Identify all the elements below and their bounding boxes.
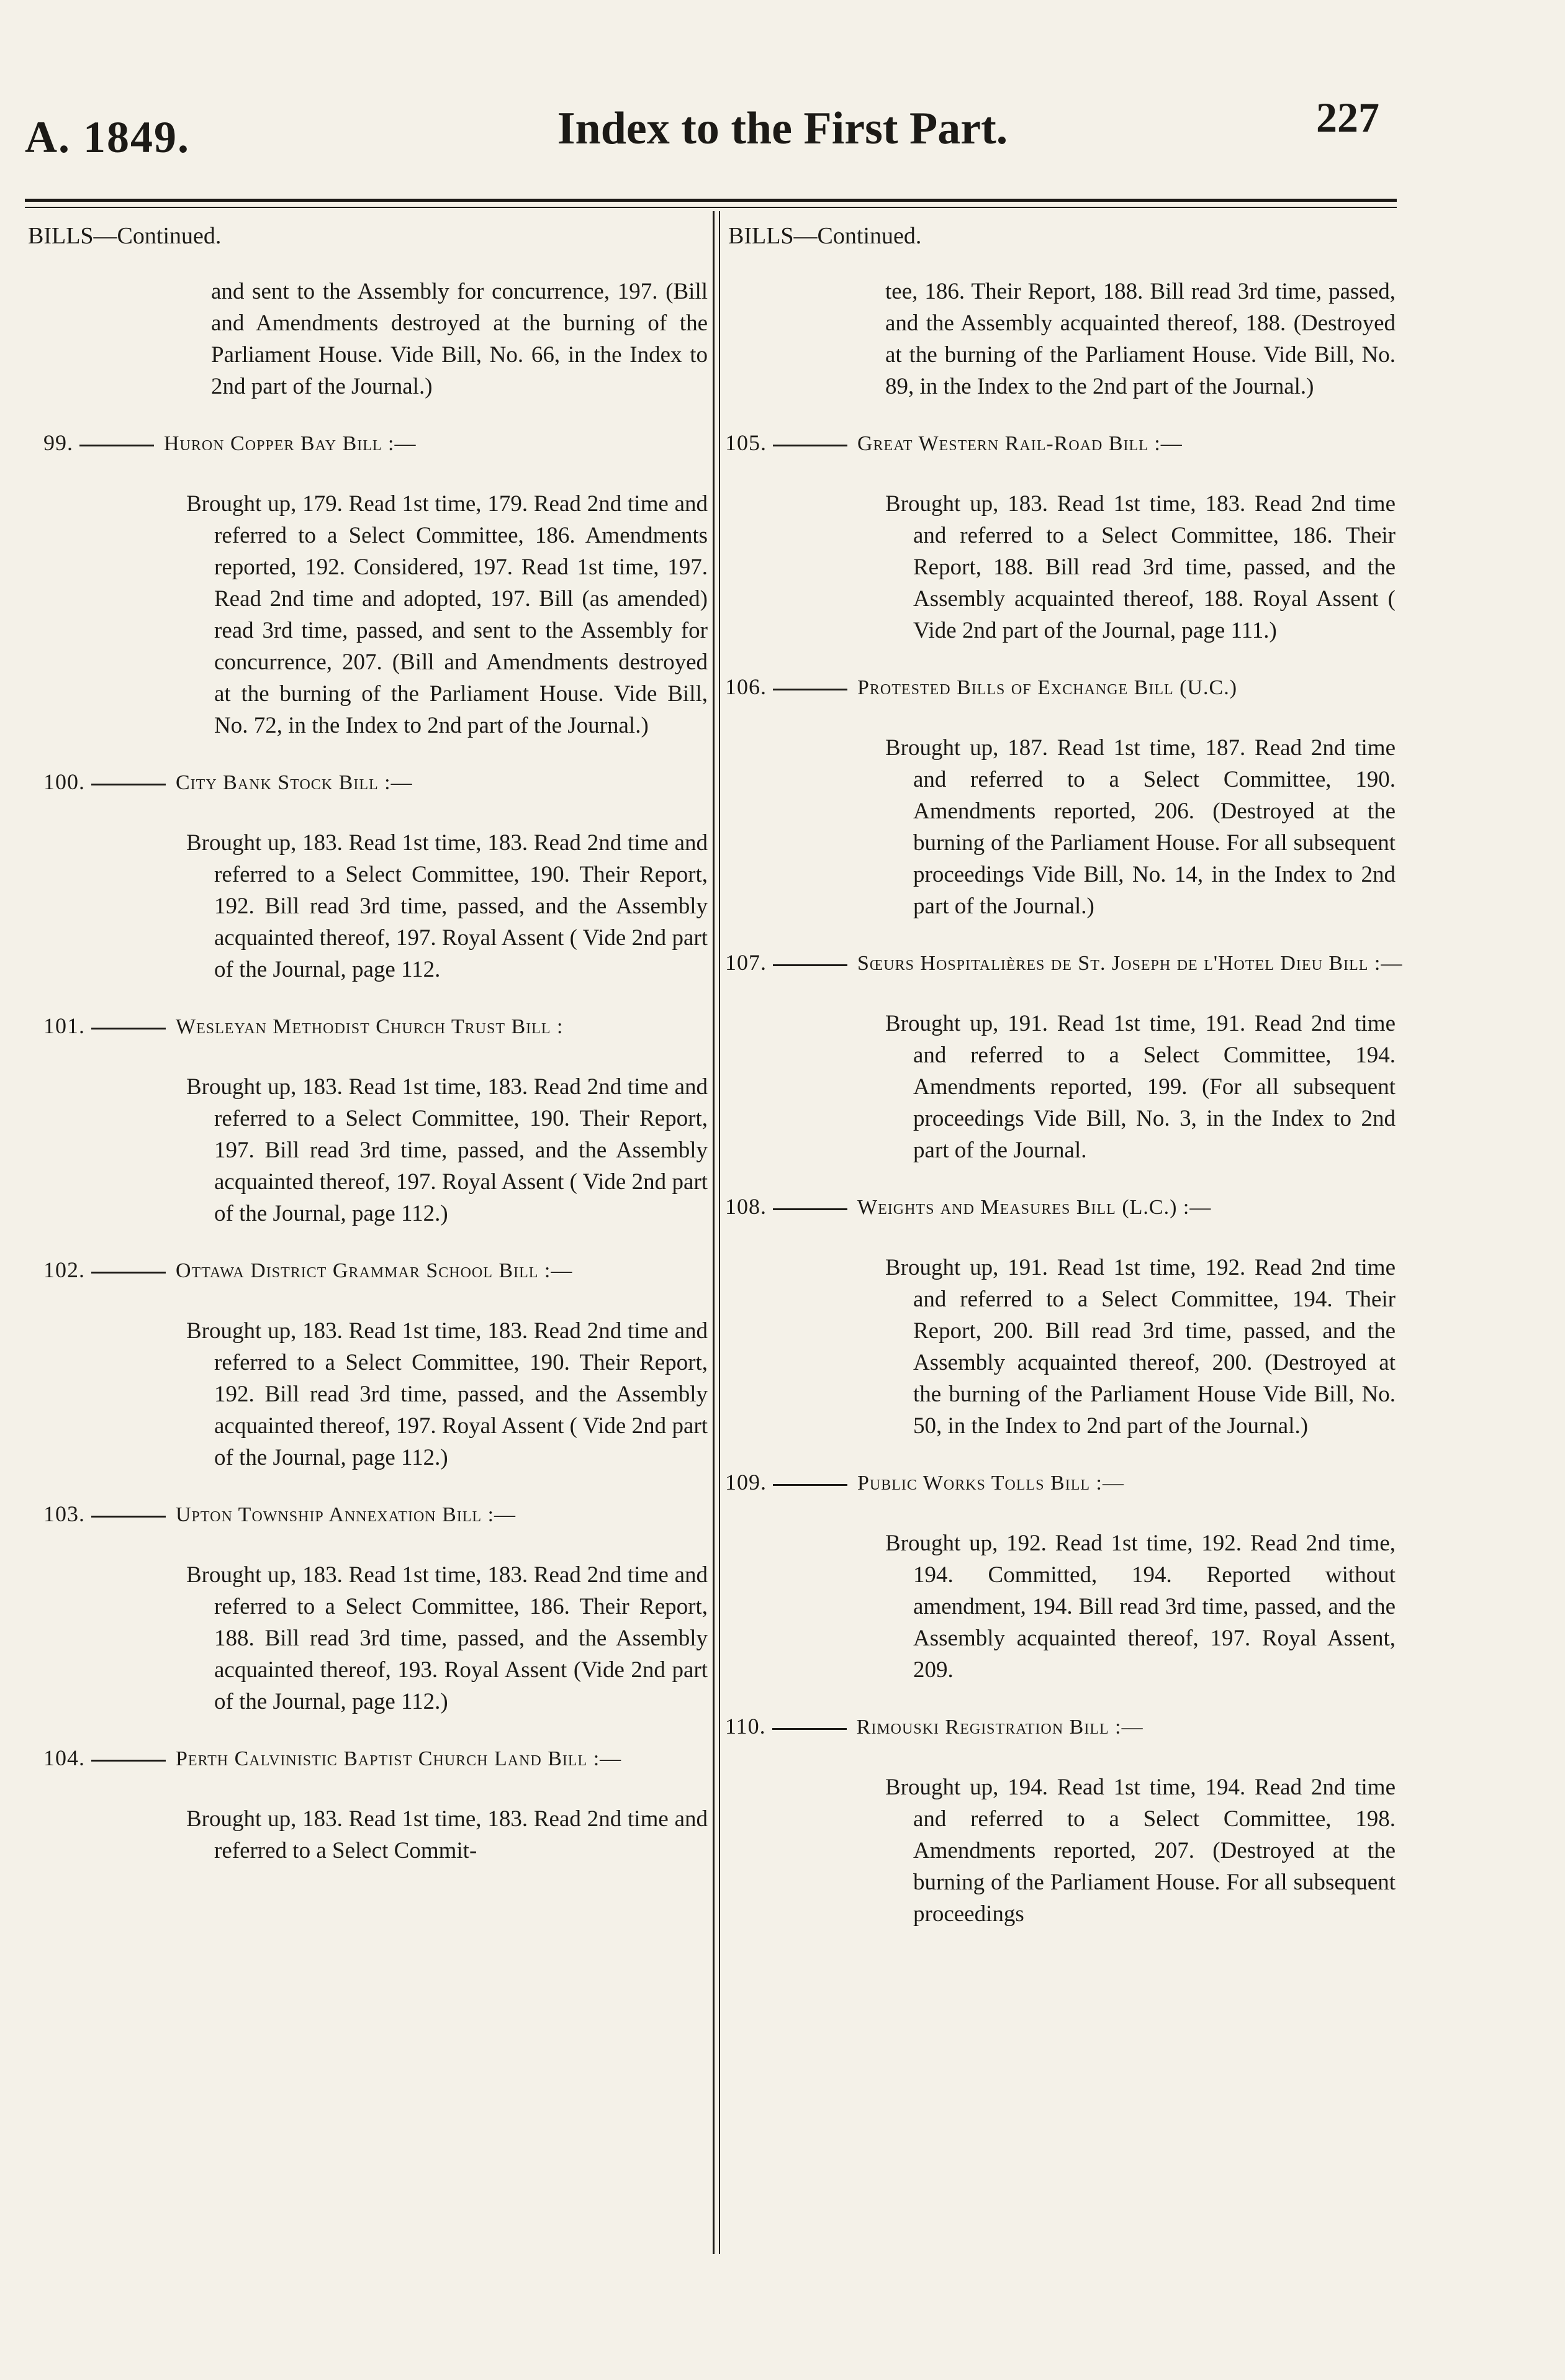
entry-text: Brought up, 183. Read 1st time, 183. Read 2nd time and referred to a Select Committee, 190. Their Report, 197. Bill read 3rd time, passed, and the Assembly acquainted thereof, 197. Royal Assent ( Vide 2nd part of the Journal, page 112.) [186,1074,708,1226]
entry-title: 102. Ottawa District Grammar School Bill :— [43,1257,573,1282]
entry-text: Brought up, 187. Read 1st time, 187. Read 2nd time and referred to a Select Committee, 190. Amendments reported, 206. (Destroyed at the burning of the Parliament House. For all subsequent proceedings Vide Bill, No. 14, in the Index to 2nd part of the Journal.) [885,735,1396,919]
index-entry [725,1191,1439,1442]
entry-title: 110. Rimouski Registration Bill :— [725,1714,1143,1739]
index-entry [725,427,1439,646]
index-entry [725,671,1439,922]
continuation-text: tee, 186. Their Report, 188. Bill read 3rd time, passed, and the Assembly acquainted thereof, 188. (Destroyed at the burning of the Parliament House. Vide Bill, No. 89, in the Index to the 2nd part of the Journal.) [885,279,1396,399]
index-entry [725,1711,1439,1930]
entry-text: Brought up, 191. Read 1st time, 191. Read 2nd time and referred to a Select Committee, 194. Amendments reported, 199. (For all subsequent proceedings Vide Bill, No. 3, in the Index to 2nd part of the Journal. [885,1011,1396,1163]
entry-title: 99. Huron Copper Bay Bill :— [43,430,417,455]
entry-title: 101. Wesleyan Methodist Church Trust Bill : [43,1013,564,1038]
entry-text: Brought up, 194. Read 1st time, 194. Read 2nd time and referred to a Select Committee, 198. Amendments reported, 207. (Destroyed at the burning of the Parliament House. For all subsequent proceedings [885,1775,1396,1927]
entry-text: Brought up, 183. Read 1st time, 183. Read 2nd time and referred to a Select Committee, 190. Their Report, 192. Bill read 3rd time, passed, and the Assembly acquainted thereof, 197. Royal Assent ( Vide 2nd part of the Journal, page 112. [186,830,708,982]
header-rule-thick [25,199,1397,202]
index-entry [725,947,1439,1166]
entry-title: 109. Public Works Tolls Bill :— [725,1470,1124,1495]
index-entry [25,1254,739,1473]
page-title: Index to the First Part. [557,103,1008,154]
index-entry [25,1742,739,1866]
entry-text: Brought up, 191. Read 1st time, 192. Read 2nd time and referred to a Select Committee, 194. Their Report, 200. Bill read 3rd time, passed, and the Assembly acquainted thereof, 200. (Destroyed at the burning of the Parliament House Vide Bill, No. 50, in the Index to 2nd part of the Journal.) [885,1255,1396,1439]
index-entry [25,766,739,985]
page-number: 227 [1316,94,1379,141]
entry-title: 106. Protested Bills of Exchange Bill (U.C.) [725,674,1238,699]
entry-title: 100. City Bank Stock Bill :— [43,769,413,794]
continued-heading: BILLS—Continued. [28,223,222,249]
entry-title: 107. Sœurs Hospitalières de St. Joseph de l'Hotel Dieu Bill :— [725,950,1403,975]
entry-text: Brought up, 183. Read 1st time, 183. Read 2nd time and referred to a Select Committee, 186. Their Report, 188. Bill read 3rd time, passed, and the Assembly acquainted thereof, 188. Royal Assent ( Vide 2nd part of the Journal, page 111.) [885,491,1396,643]
entry-title: 105. Great Western Rail-Road Bill :— [725,430,1183,455]
index-entry [25,427,739,741]
entry-text: Brought up, 183. Read 1st time, 183. Read 2nd time and referred to a Select Commit- [186,1806,708,1863]
right-column [725,217,1439,2360]
header-year: A. 1849. [25,112,190,162]
header-rule-thin [25,207,1397,208]
entry-title: 108. Weights and Measures Bill (L.C.) :— [725,1194,1212,1219]
entry-text: Brought up, 183. Read 1st time, 183. Read 2nd time and referred to a Select Committee, 190. Their Report, 192. Bill read 3rd time, passed, and the Assembly acquainted thereof, 197. Royal Assent ( Vide 2nd part of the Journal, page 112.) [186,1318,708,1470]
entry-title: 104. Perth Calvinistic Baptist Church Land Bill :— [43,1745,622,1770]
index-entry [25,1498,739,1717]
entry-title: 103. Upton Township Annexation Bill :— [43,1501,516,1526]
left-column [25,217,739,2360]
entry-text: Brought up, 192. Read 1st time, 192. Read 2nd time, 194. Committed, 194. Reported without amendment, 194. Bill read 3rd time, passed, and the Assembly acquainted thereof, 197. Royal Assent, 209. [885,1531,1396,1683]
index-entry [25,1010,739,1229]
entry-text: Brought up, 183. Read 1st time, 183. Read 2nd time and referred to a Select Committee, 186. Their Report, 188. Bill read 3rd time, passed, and the Assembly acquainted thereof, 193. Royal Assent (Vide 2nd part of the Journal, page 112.) [186,1562,708,1714]
continuation-text: and sent to the Assembly for concurrence, 197. (Bill and Amendments destroyed at the burning of the Parliament House. Vide Bill, No. 66, in the Index to 2nd part of the Journal.) [211,279,708,399]
entry-text: Brought up, 179. Read 1st time, 179. Read 2nd time and referred to a Select Committee, 186. Amendments reported, 192. Considered, 197. Read 1st time, 197. Read 2nd time and adopted, 197. Bill (as amended) read 3rd time, passed, and sent to the Assembly for concurrence, 207. (Bill and Amendments destroyed at the burning of the Parliament House. Vide Bill, No. 72, in the Index to 2nd part of the Journal.) [186,491,708,738]
index-entry [725,1467,1439,1686]
continued-heading: BILLS—Continued. [728,223,922,249]
